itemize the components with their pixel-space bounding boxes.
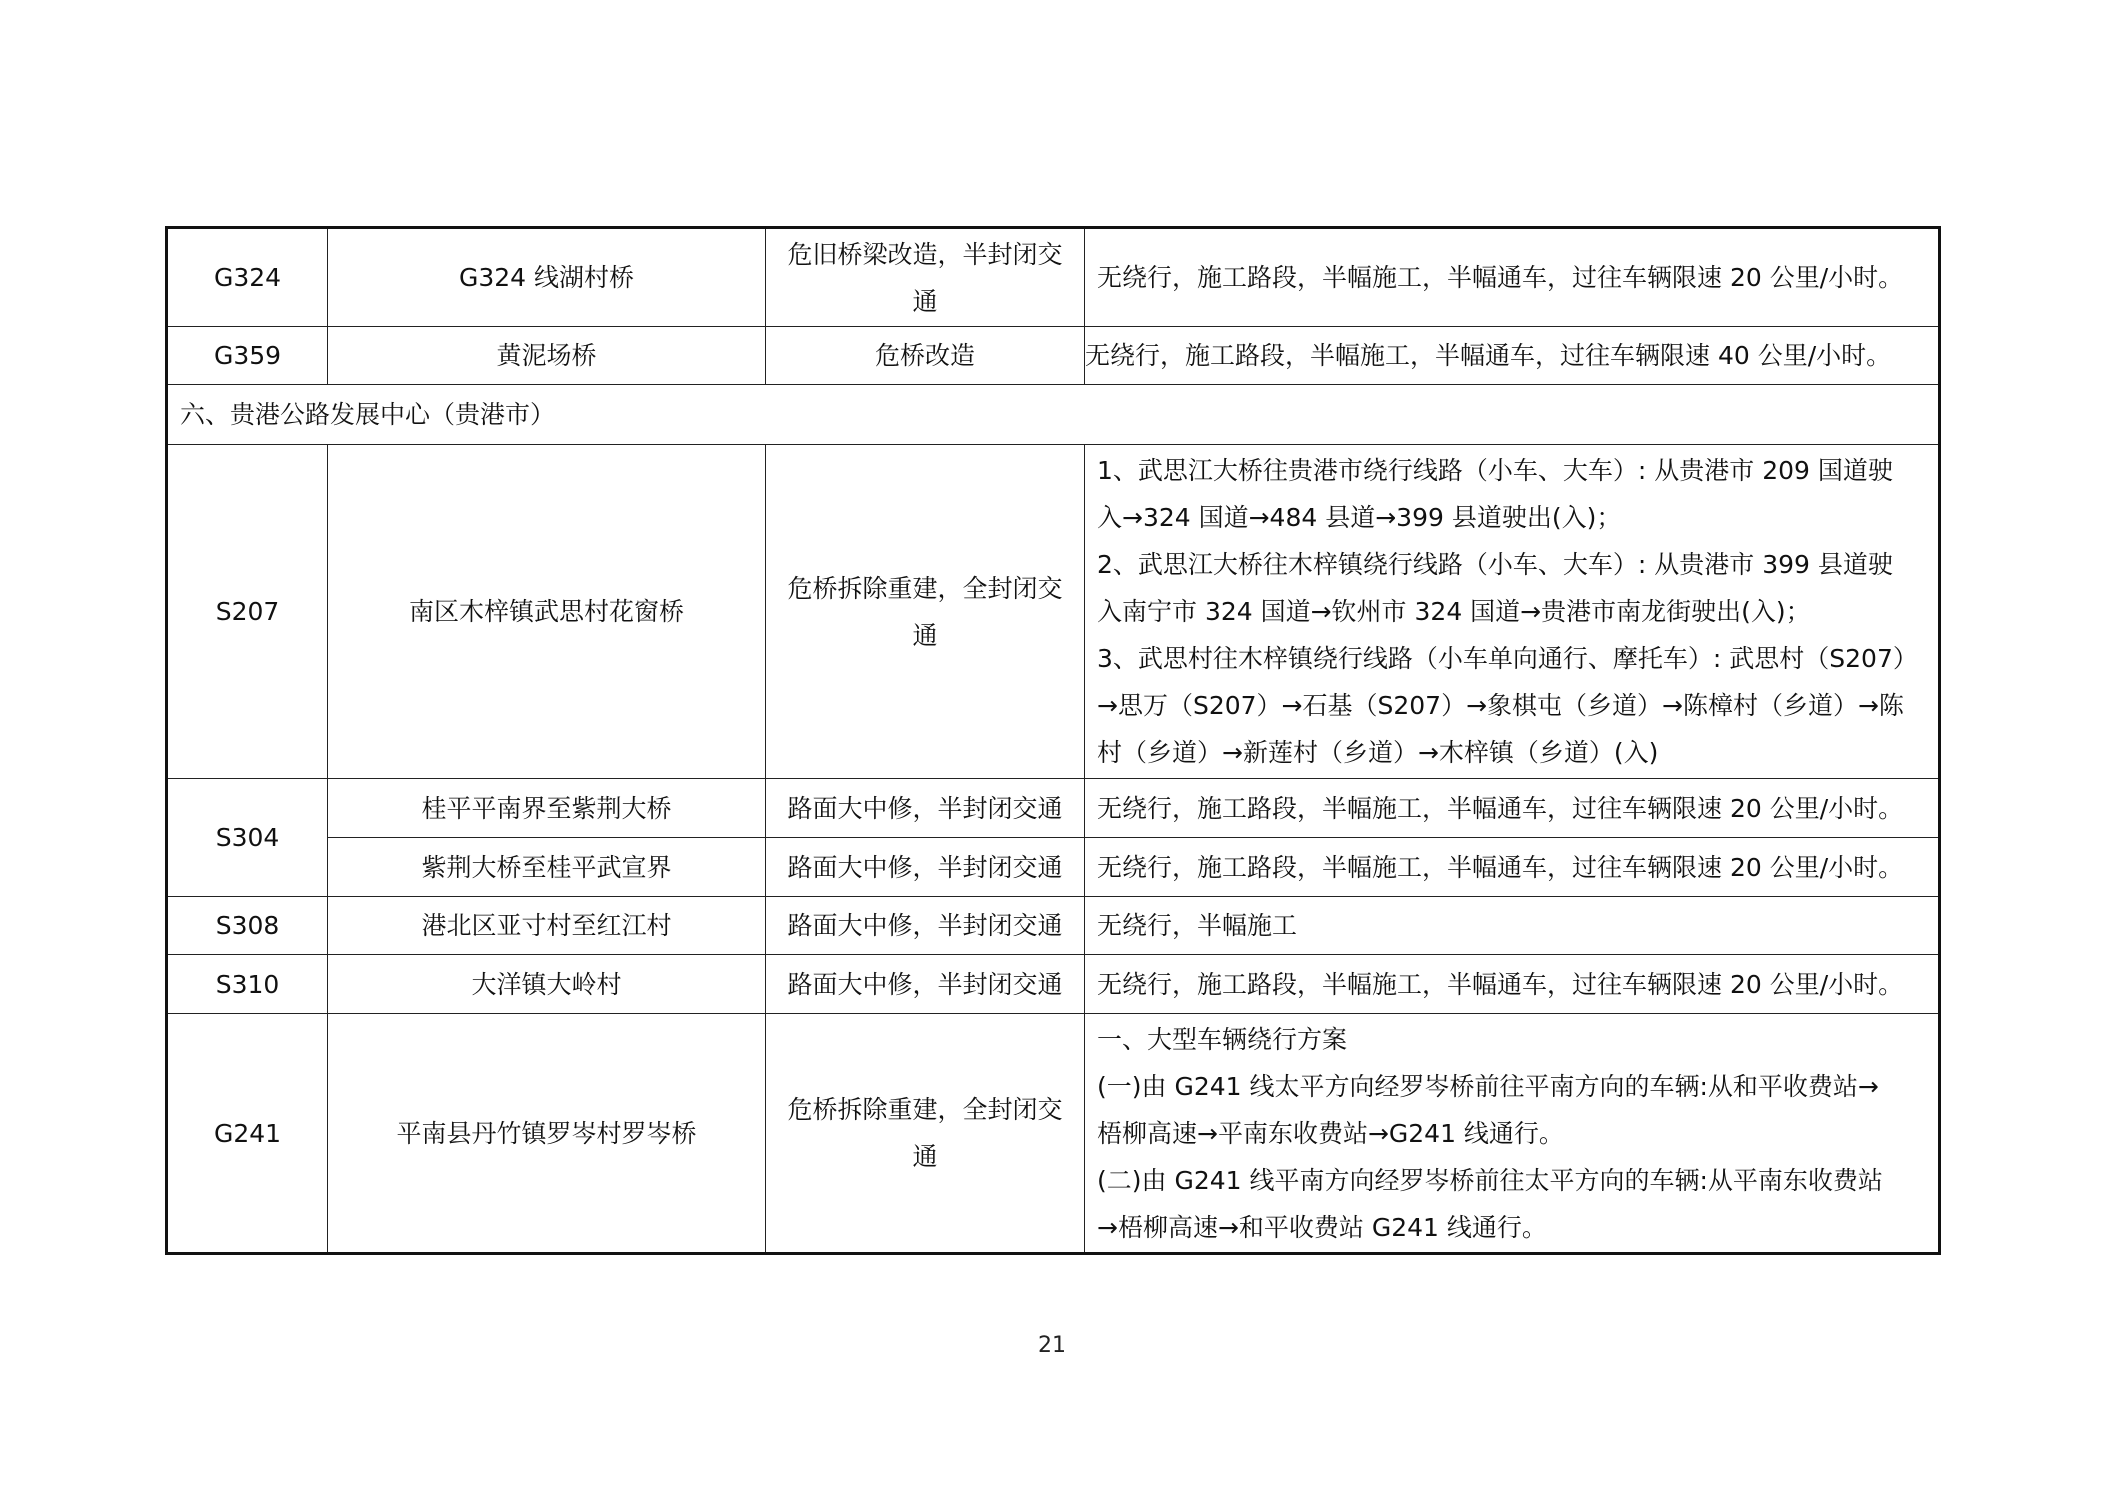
table-row xyxy=(167,228,1940,327)
construction-line: 危桥拆除重建，全封闭交 xyxy=(787,1095,1063,1124)
route-code: S304 xyxy=(167,779,328,897)
construction-type: 路面大中修，半封闭交通 xyxy=(766,779,1085,838)
detour-info xyxy=(1085,838,1940,897)
construction-line: 危旧桥梁改造，半封闭交 xyxy=(787,239,1063,269)
construction-type: 路面大中修，半封闭交通 xyxy=(766,838,1085,897)
detour-line: 1、武思江大桥往贵港市绕行线路（小车、大车）: 从贵港市 209 国道驶 xyxy=(1097,456,1893,485)
construction-type xyxy=(766,445,1085,779)
construction-type xyxy=(766,228,1085,327)
detour-info xyxy=(1085,327,1940,385)
route-code: S207 xyxy=(167,445,328,779)
table-row xyxy=(167,327,1940,385)
detour-info xyxy=(1085,1014,1940,1254)
table-row xyxy=(167,838,1940,897)
table-row xyxy=(167,1014,1940,1254)
construction-type: 路面大中修，半封闭交通 xyxy=(766,897,1085,955)
detour-line: 梧柳高速→平南东收费站→G241 线通行。 xyxy=(1097,1118,1564,1148)
detour-line: 村（乡道）→新莲村（乡道）→木梓镇（乡道）(入) xyxy=(1097,738,1659,767)
detour-info xyxy=(1085,955,1940,1014)
route-code: G241 xyxy=(167,1014,328,1254)
detour-line: 无绕行，施工路段，半幅施工，半幅通车，过往车辆限速 20 公里/小时。 xyxy=(1097,969,1904,999)
construction-line: 危桥拆除重建，全封闭交 xyxy=(787,573,1063,603)
location: 平南县丹竹镇罗岑村罗岑桥 xyxy=(328,1014,766,1254)
detour-line: 入→324 国道→484 县道→399 县道驶出(入)； xyxy=(1097,503,1622,532)
detour-info xyxy=(1085,228,1940,327)
route-code: G324 xyxy=(167,228,328,327)
detour-line: 无绕行，施工路段，半幅施工，半幅通车，过往车辆限速 20 公里/小时。 xyxy=(1097,263,1904,292)
page-number: 21 xyxy=(1038,1333,1066,1358)
construction-type: 路面大中修，半封闭交通 xyxy=(766,955,1085,1014)
location: 紫荆大桥至桂平武宣界 xyxy=(328,838,766,897)
detour-line: 无绕行，半幅施工 xyxy=(1097,911,1298,940)
detour-info xyxy=(1085,779,1940,838)
route-code: G359 xyxy=(167,327,328,385)
detour-line: 无绕行，施工路段，半幅施工，半幅通车，过往车辆限速 40 公里/小时。 xyxy=(1085,341,1892,370)
construction-line: 通 xyxy=(912,620,938,650)
location: 港北区亚寸村至红江村 xyxy=(328,897,766,955)
table-row xyxy=(167,955,1940,1014)
detour-info xyxy=(1085,897,1940,955)
detour-line: →梧柳高速→和平收费站 G241 线通行。 xyxy=(1097,1212,1547,1242)
detour-line: 2、武思江大桥往木梓镇绕行线路（小车、大车）: 从贵港市 399 县道驶 xyxy=(1097,550,1893,579)
table-row xyxy=(167,445,1940,779)
location: 桂平平南界至紫荆大桥 xyxy=(328,779,766,838)
construction-type xyxy=(766,1014,1085,1254)
section-header-row xyxy=(167,385,1940,445)
detour-line: 无绕行，施工路段，半幅施工，半幅通车，过往车辆限速 20 公里/小时。 xyxy=(1097,852,1904,882)
location: 大洋镇大岭村 xyxy=(328,955,766,1014)
detour-info xyxy=(1085,445,1940,779)
table-row xyxy=(167,779,1940,838)
construction-type: 危桥改造 xyxy=(766,327,1085,385)
construction-line: 通 xyxy=(912,286,938,316)
construction-line: 通 xyxy=(912,1142,938,1171)
road-construction-table xyxy=(165,226,1941,1255)
route-code: S308 xyxy=(167,897,328,955)
location: G324 线湖村桥 xyxy=(328,228,766,327)
table-row xyxy=(167,897,1940,955)
detour-line: 3、武思村往木梓镇绕行线路（小车单向通行、摩托车）: 武思村（S207） xyxy=(1097,644,1918,673)
location: 黄泥场桥 xyxy=(328,327,766,385)
section-title: 六、贵港公路发展中心（贵港市） xyxy=(167,385,1940,445)
location: 南区木梓镇武思村花窗桥 xyxy=(328,445,766,779)
detour-line: 一、大型车辆绕行方案 xyxy=(1097,1024,1348,1054)
route-code: S310 xyxy=(167,955,328,1014)
detour-line: →思万（S207）→石基（S207）→象棋屯（乡道）→陈樟村（乡道）→陈 xyxy=(1097,691,1904,720)
detour-line: (二)由 G241 线平南方向经罗岑桥前往太平方向的车辆:从平南东收费站 xyxy=(1097,1165,1883,1195)
detour-line: 无绕行，施工路段，半幅施工，半幅通车，过往车辆限速 20 公里/小时。 xyxy=(1097,793,1904,823)
detour-line: 入南宁市 324 国道→钦州市 324 国道→贵港市南龙街驶出(入)； xyxy=(1097,597,1811,626)
detour-line: (一)由 G241 线太平方向经罗岑桥前往平南方向的车辆:从和平收费站→ xyxy=(1097,1071,1879,1101)
